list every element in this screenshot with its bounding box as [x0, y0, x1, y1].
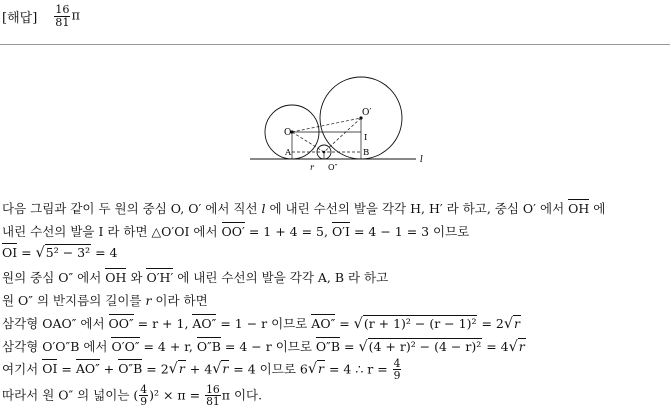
text: 에 내린 수선의 발을 각각 A, B 라 하고 [173, 270, 389, 285]
solution-line-5 [2, 291, 208, 309]
text: + 4 [185, 361, 213, 377]
label-r: r [310, 163, 314, 172]
text: 삼각형 OAO″ 에서 [2, 316, 109, 331]
sqrt: √r [508, 339, 525, 355]
sqrt: √r [503, 316, 520, 332]
answer-label: [해답] [2, 10, 38, 26]
radicand: r [222, 361, 229, 377]
radicand: (4 + r)² − (4 − r)² [368, 339, 482, 354]
text: = 1 − r 이므로 [216, 316, 312, 331]
text: = [57, 361, 76, 377]
fraction [139, 384, 148, 408]
radicand: r [317, 361, 324, 377]
geometry-figure [248, 72, 438, 178]
label-o: O [284, 128, 292, 138]
text: 다음 그림과 같이 두 원의 중심 O, O′ 에서 직선 [2, 201, 262, 216]
text: = 4 − r 이므로 [220, 339, 316, 354]
sqrt: √r [212, 361, 229, 378]
sqrt: √(4 + r)² − (4 − r)² [358, 339, 482, 355]
text: = 2 [142, 361, 169, 377]
text: 내린 수선의 발을 I 라 하면 △O′OI 에서 [2, 224, 222, 239]
label-a: A [285, 148, 292, 158]
solution-line-4 [2, 268, 388, 286]
text: = 4 [482, 339, 509, 354]
numerator: 4 [140, 383, 148, 396]
label-o-prime: O′ [362, 108, 372, 118]
denominator: 81 [206, 395, 220, 409]
point-o-double [323, 151, 326, 154]
answer-pi: π [71, 8, 81, 24]
seg-o-double-b: O″B [118, 361, 143, 377]
seg-oh: OH [105, 270, 127, 285]
text: 원의 중심 O″ 에서 [2, 270, 106, 285]
label-l: l [420, 155, 423, 165]
label-i: I [364, 133, 368, 143]
solution-line-9 [2, 384, 262, 408]
denominator: 9 [140, 395, 148, 409]
text: 에 [589, 201, 606, 216]
denominator: 9 [393, 369, 401, 383]
seg-o-double-b: O″B [315, 339, 341, 354]
text: 이라 하면 [151, 293, 208, 308]
seg-oi: OI [42, 361, 58, 377]
seg-oi: OI [2, 245, 18, 260]
text: = r + 1, [133, 316, 193, 331]
seg-o-prime-i: O′I [331, 224, 350, 239]
text: 따라서 원 O″ 의 넓이는 ( [2, 387, 139, 403]
seg-o-prime-h-prime: O′H′ [146, 270, 174, 285]
seg-a-o-double: AO″ [192, 316, 217, 331]
segment-oo-prime [292, 118, 361, 132]
seg-a-o-double: AO″ [311, 316, 336, 331]
solution-line-6 [2, 314, 521, 332]
numerator: 16 [206, 383, 220, 396]
text: 에 내린 수선의 발을 각각 H, H′ 라 하고, 중심 O′ 에서 [265, 201, 569, 216]
label-o-double: O″ [328, 163, 338, 172]
text: 삼각형 O′O″B 에서 [2, 339, 112, 354]
text: = 4 [91, 245, 118, 260]
segment-o-prime-o-double [324, 118, 361, 152]
solution-line-7 [2, 337, 526, 355]
text: 와 [126, 270, 147, 285]
var-r: r [145, 293, 152, 308]
seg-a-o-double: AO″ [75, 361, 100, 377]
text: = 4 ∴ r = [324, 361, 392, 377]
text: = 2 [477, 316, 504, 331]
var-l: l [261, 201, 266, 216]
solution-line-2 [2, 222, 469, 240]
seg-oo-prime: OO′ [221, 224, 245, 239]
text: = 4 − 1 = 3 이므로 [349, 224, 470, 239]
seg-o-prime-o-double: O′O″ [111, 339, 140, 354]
text: π 이다. [221, 387, 263, 403]
text: )² × π = [149, 387, 205, 403]
label-b: B [363, 148, 370, 158]
sqrt: √r [168, 361, 185, 378]
solution-line-3 [2, 245, 118, 261]
text: = [17, 245, 36, 260]
text: = [335, 316, 354, 331]
numerator: 4 [393, 357, 401, 370]
radicand: (r + 1)² − (r − 1)² [363, 316, 477, 331]
sqrt: √(r + 1)² − (r − 1)² [353, 316, 477, 332]
text: + [99, 361, 119, 377]
answer-value [53, 4, 80, 28]
radicand: r [514, 316, 520, 331]
seg-oh: OH [568, 201, 590, 216]
radicand: 5² − 3² [45, 245, 91, 260]
sqrt: √5² − 3² [35, 245, 91, 261]
seg-o-o-double: OO″ [108, 316, 134, 331]
text: 여기서 [2, 361, 43, 377]
radicand: r [178, 361, 185, 377]
fraction [393, 358, 402, 382]
radicand: r [518, 339, 525, 354]
sqrt: √r [307, 361, 324, 378]
text: = 4 이므로 6 [229, 361, 308, 377]
text: = [340, 339, 359, 354]
text: = 4 + r, [139, 339, 197, 354]
text: 원 O″ 의 반지름의 길이를 [2, 293, 146, 308]
fraction [205, 384, 221, 408]
answer-numerator: 16 [55, 3, 70, 16]
seg-o-double-b: O″B [196, 339, 221, 354]
answer-fraction [54, 4, 70, 28]
answer-header [2, 4, 80, 28]
solution-line-8 [2, 358, 402, 382]
header-divider [0, 44, 670, 45]
answer-denominator: 81 [55, 15, 70, 29]
solution-line-1 [2, 199, 605, 217]
text: = 1 + 4 = 5, [244, 224, 332, 239]
